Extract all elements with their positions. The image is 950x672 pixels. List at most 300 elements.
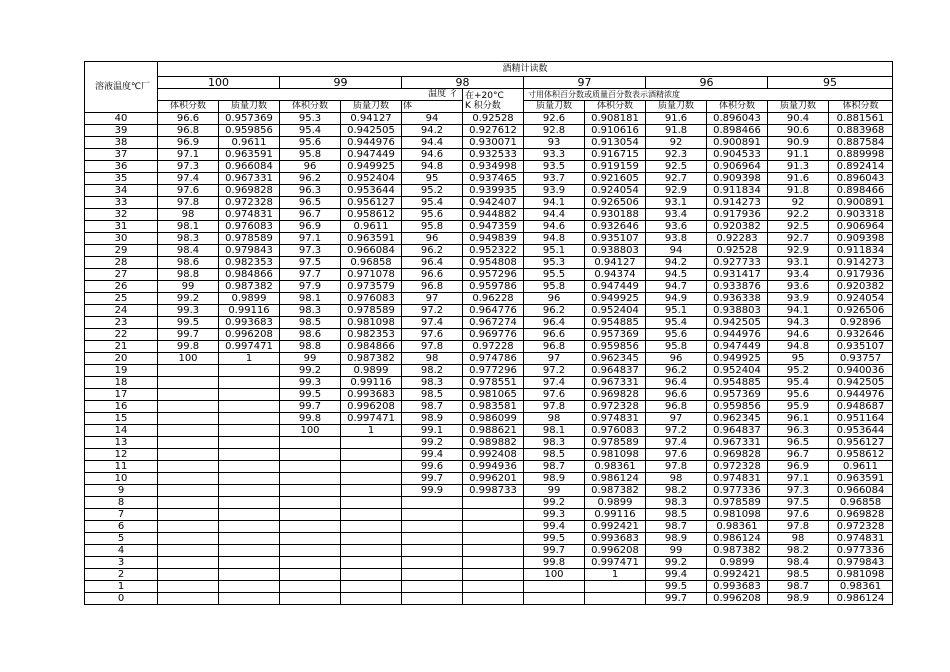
mass-fraction-cell <box>219 557 280 569</box>
volume-fraction-cell: 97.2 <box>402 305 463 317</box>
volume-fraction-cell: 99.9 <box>402 485 463 497</box>
volume-fraction-cell: 99.2 <box>280 365 341 377</box>
volume-fraction-cell: 99.5 <box>524 533 585 545</box>
volume-fraction-cell: 99.4 <box>524 521 585 533</box>
mass-fraction-cell: 0.887584 <box>829 137 893 149</box>
mass-fraction-cell: 0.934998 <box>463 161 524 173</box>
volume-fraction-cell <box>402 569 463 581</box>
volume-fraction-cell: 97.6 <box>646 449 707 461</box>
mass-fraction-cell <box>341 593 402 605</box>
volume-fraction-cell: 95.3 <box>280 113 341 125</box>
temperature-cell: 34 <box>85 185 158 197</box>
mass-fraction-cell <box>219 377 280 389</box>
volume-fraction-cell: 99.8 <box>524 557 585 569</box>
volume-fraction-cell: 96.7 <box>280 209 341 221</box>
mass-fraction-cell: 0.992421 <box>585 521 646 533</box>
volume-fraction-cell: 94.2 <box>402 125 463 137</box>
mass-fraction-cell <box>219 473 280 485</box>
temperature-cell: 27 <box>85 269 158 281</box>
mass-fraction-cell: 0.938803 <box>585 245 646 257</box>
mass-fraction-cell: 0.954808 <box>463 257 524 269</box>
mass-fraction-cell: 0.92528 <box>707 245 768 257</box>
mass-fraction-cell: 0.959786 <box>463 281 524 293</box>
volume-fraction-cell: 98.3 <box>280 305 341 317</box>
mass-fraction-cell: 0.967274 <box>463 317 524 329</box>
mass-fraction-cell: 0.92896 <box>829 317 893 329</box>
mass-fraction-cell: 0.942505 <box>341 125 402 137</box>
volume-fraction-cell <box>158 533 219 545</box>
temperature-corner-label: 溶液温度℃厂 <box>85 62 158 113</box>
mass-fraction-cell: 0.898466 <box>829 185 893 197</box>
volume-fraction-cell: 96.1 <box>768 413 829 425</box>
temperature-condition <box>463 89 524 113</box>
volume-fraction-cell: 96.8 <box>646 401 707 413</box>
mass-fraction-cell <box>219 449 280 461</box>
col-mass-98: 质量刀数 <box>524 101 585 113</box>
temperature-cell: 1 <box>85 581 158 593</box>
volume-fraction-cell: 91.1 <box>768 149 829 161</box>
volume-fraction-cell: 97.8 <box>402 341 463 353</box>
volume-fraction-cell: 97.1 <box>768 473 829 485</box>
table-row <box>85 257 893 269</box>
mass-fraction-cell: 0.977296 <box>463 365 524 377</box>
mass-fraction-cell: 0.972328 <box>707 461 768 473</box>
table-row <box>85 365 893 377</box>
volume-fraction-cell: 99.6 <box>402 461 463 473</box>
mass-fraction-cell: 0.949925 <box>585 293 646 305</box>
volume-fraction-cell <box>158 593 219 605</box>
mass-fraction-cell: 0.906964 <box>829 221 893 233</box>
volume-fraction-cell <box>158 449 219 461</box>
volume-fraction-cell <box>280 449 341 461</box>
mass-fraction-cell: 1 <box>219 353 280 365</box>
mass-fraction-cell: 0.954885 <box>585 317 646 329</box>
volume-fraction-cell <box>280 581 341 593</box>
temperature-cell: 2 <box>85 569 158 581</box>
volume-fraction-cell: 98 <box>524 413 585 425</box>
mass-fraction-cell: 0.951164 <box>829 413 893 425</box>
volume-fraction-cell <box>158 557 219 569</box>
volume-fraction-cell <box>402 557 463 569</box>
mass-fraction-cell <box>463 497 524 509</box>
mass-fraction-cell: 0.937465 <box>463 173 524 185</box>
volume-fraction-cell: 96 <box>524 293 585 305</box>
mass-fraction-cell: 0.993683 <box>585 533 646 545</box>
temperature-cell: 22 <box>85 329 158 341</box>
volume-fraction-cell: 99.4 <box>402 449 463 461</box>
volume-fraction-cell: 98.2 <box>402 365 463 377</box>
volume-fraction-cell: 99.1 <box>402 425 463 437</box>
volume-fraction-cell: 95.4 <box>402 197 463 209</box>
volume-fraction-cell <box>280 509 341 521</box>
mass-fraction-cell: 0.904533 <box>707 149 768 161</box>
volume-fraction-cell: 95.8 <box>280 149 341 161</box>
mass-fraction-cell: 0.942505 <box>829 377 893 389</box>
mass-fraction-cell: 0.956127 <box>829 437 893 449</box>
mass-fraction-cell <box>219 569 280 581</box>
table-row <box>85 437 893 449</box>
mass-fraction-cell <box>219 581 280 593</box>
temperature-cell: 5 <box>85 533 158 545</box>
mass-fraction-cell: 0.957369 <box>219 113 280 125</box>
table-row <box>85 161 893 173</box>
mass-fraction-cell: 0.966084 <box>829 485 893 497</box>
table-row <box>85 317 893 329</box>
mass-fraction-cell: 0.903318 <box>829 209 893 221</box>
table-row <box>85 569 893 581</box>
temperature-cell: 17 <box>85 389 158 401</box>
volume-fraction-cell: 96.9 <box>280 221 341 233</box>
volume-fraction-cell <box>158 389 219 401</box>
volume-fraction-cell: 99.4 <box>646 569 707 581</box>
mass-fraction-cell: 0.98361 <box>707 521 768 533</box>
mass-fraction-cell: 0.962345 <box>707 413 768 425</box>
volume-fraction-cell: 100 <box>524 569 585 581</box>
reading-99: 99 <box>280 77 402 89</box>
mass-fraction-cell <box>219 401 280 413</box>
volume-fraction-cell: 93.5 <box>524 161 585 173</box>
volume-fraction-cell: 99.7 <box>402 473 463 485</box>
mass-fraction-cell: 0.913054 <box>585 137 646 149</box>
mass-fraction-cell <box>219 497 280 509</box>
volume-fraction-cell <box>158 473 219 485</box>
volume-fraction-cell: 95.2 <box>402 185 463 197</box>
volume-fraction-cell: 94.7 <box>646 281 707 293</box>
volume-fraction-cell: 94.6 <box>768 329 829 341</box>
volume-fraction-cell: 98.1 <box>280 293 341 305</box>
mass-fraction-cell: 0.972328 <box>829 521 893 533</box>
volume-fraction-cell: 92.8 <box>524 125 585 137</box>
mass-fraction-cell: 1 <box>341 425 402 437</box>
mass-fraction-cell: 0.949839 <box>463 233 524 245</box>
volume-fraction-cell: 98.9 <box>402 413 463 425</box>
mass-fraction-cell: 0.9899 <box>585 497 646 509</box>
volume-fraction-cell: 90.6 <box>768 125 829 137</box>
mass-fraction-cell: 0.939935 <box>463 185 524 197</box>
reading-98: 98 <box>402 77 524 89</box>
volume-fraction-cell: 98.7 <box>768 581 829 593</box>
volume-fraction-cell <box>402 521 463 533</box>
volume-fraction-cell: 97.8 <box>158 197 219 209</box>
volume-fraction-cell: 99.2 <box>524 497 585 509</box>
mass-fraction-cell: 0.996208 <box>707 593 768 605</box>
volume-fraction-cell: 100 <box>158 353 219 365</box>
volume-fraction-cell: 93.3 <box>524 149 585 161</box>
mass-fraction-cell: 0.994936 <box>463 461 524 473</box>
temperature-cell: 16 <box>85 401 158 413</box>
temperature-cell: 10 <box>85 473 158 485</box>
temperature-cell: 14 <box>85 425 158 437</box>
mass-fraction-cell: 0.964837 <box>707 425 768 437</box>
volume-fraction-cell: 100 <box>280 425 341 437</box>
volume-fraction-cell: 96.9 <box>158 137 219 149</box>
volume-fraction-cell: 94.6 <box>524 221 585 233</box>
temperature-cell: 3 <box>85 557 158 569</box>
volume-fraction-cell: 96.5 <box>280 197 341 209</box>
volume-fraction-cell: 98.5 <box>280 317 341 329</box>
col-mass-97: 质量刀数 <box>646 101 707 113</box>
volume-fraction-cell: 97.5 <box>768 497 829 509</box>
table-row <box>85 353 893 365</box>
mass-fraction-cell <box>219 545 280 557</box>
mass-fraction-cell: 0.917936 <box>707 209 768 221</box>
table-row <box>85 509 893 521</box>
temperature-cell: 26 <box>85 281 158 293</box>
table-row <box>85 593 893 605</box>
volume-fraction-cell: 99.5 <box>280 389 341 401</box>
mass-fraction-cell: 1 <box>585 569 646 581</box>
table-row <box>85 185 893 197</box>
volume-fraction-cell: 94.4 <box>402 137 463 149</box>
mass-fraction-cell: 0.936338 <box>707 293 768 305</box>
mass-fraction-cell: 0.942407 <box>463 197 524 209</box>
volume-fraction-cell: 96.2 <box>402 245 463 257</box>
mass-fraction-cell: 0.9611 <box>829 461 893 473</box>
table-row <box>85 413 893 425</box>
volume-fraction-cell: 98.5 <box>768 569 829 581</box>
volume-fraction-cell: 96.7 <box>768 449 829 461</box>
table-row <box>85 377 893 389</box>
table-row <box>85 149 893 161</box>
volume-fraction-cell: 97.1 <box>280 233 341 245</box>
mass-fraction-cell: 0.959856 <box>707 401 768 413</box>
temperature-cell: 4 <box>85 545 158 557</box>
volume-fraction-cell <box>402 497 463 509</box>
temperature-cell: 33 <box>85 197 158 209</box>
mass-fraction-cell: 0.953644 <box>829 425 893 437</box>
volume-fraction-cell: 96 <box>402 233 463 245</box>
volume-fraction-cell: 95.1 <box>524 245 585 257</box>
mass-fraction-cell: 0.896043 <box>829 173 893 185</box>
mass-fraction-cell: 0.949925 <box>341 161 402 173</box>
mass-fraction-cell <box>341 521 402 533</box>
mass-fraction-cell: 0.982353 <box>341 329 402 341</box>
mass-fraction-cell: 0.909398 <box>829 233 893 245</box>
mass-fraction-cell: 0.944882 <box>463 209 524 221</box>
reading-96: 96 <box>646 77 768 89</box>
volume-fraction-cell: 99 <box>158 281 219 293</box>
volume-fraction-cell <box>158 521 219 533</box>
volume-fraction-cell: 98.3 <box>646 497 707 509</box>
volume-fraction-cell: 98.4 <box>158 245 219 257</box>
mass-fraction-cell: 0.969828 <box>219 185 280 197</box>
volume-fraction-cell: 92.7 <box>646 173 707 185</box>
volume-fraction-cell: 97.3 <box>768 485 829 497</box>
volume-fraction-cell: 99 <box>280 353 341 365</box>
volume-fraction-cell: 97.7 <box>280 269 341 281</box>
mass-fraction-cell: 0.972328 <box>219 197 280 209</box>
volume-fraction-cell: 96.5 <box>768 437 829 449</box>
volume-fraction-cell: 98.8 <box>158 269 219 281</box>
mass-fraction-cell: 0.963591 <box>341 233 402 245</box>
mass-fraction-cell: 0.900891 <box>829 197 893 209</box>
col-volume-95: 体积分数 <box>829 101 893 113</box>
mass-fraction-cell <box>341 461 402 473</box>
mass-fraction-cell: 0.931417 <box>707 269 768 281</box>
mass-fraction-cell: 0.974831 <box>219 209 280 221</box>
mass-fraction-cell: 0.921605 <box>585 173 646 185</box>
volume-fraction-cell: 96.8 <box>402 281 463 293</box>
volume-fraction-cell: 92.9 <box>646 185 707 197</box>
table-row <box>85 461 893 473</box>
volume-fraction-cell: 95 <box>402 173 463 185</box>
volume-fraction-cell: 92.9 <box>768 245 829 257</box>
volume-fraction-cell <box>158 413 219 425</box>
mass-fraction-cell: 0.986124 <box>707 533 768 545</box>
table-row <box>85 221 893 233</box>
mass-fraction-cell: 0.910616 <box>585 125 646 137</box>
mass-fraction-cell: 0.981098 <box>707 509 768 521</box>
table-row <box>85 581 893 593</box>
temperature-label: 温度 彳 <box>158 89 463 101</box>
volume-fraction-cell: 95.6 <box>768 389 829 401</box>
mass-fraction-cell: 0.981098 <box>341 317 402 329</box>
table-row <box>85 197 893 209</box>
mass-fraction-cell <box>219 437 280 449</box>
mass-fraction-cell: 0.969828 <box>585 389 646 401</box>
temperature-cell: 25 <box>85 293 158 305</box>
volume-fraction-cell: 96.4 <box>402 257 463 269</box>
mass-fraction-cell: 0.944976 <box>707 329 768 341</box>
mass-fraction-cell: 0.986124 <box>829 593 893 605</box>
volume-fraction-cell: 96.2 <box>280 173 341 185</box>
volume-fraction-cell: 92.7 <box>768 233 829 245</box>
mass-fraction-cell <box>219 461 280 473</box>
volume-fraction-cell: 96.2 <box>646 365 707 377</box>
volume-fraction-cell: 99 <box>524 485 585 497</box>
volume-fraction-cell: 95.3 <box>524 257 585 269</box>
volume-fraction-cell: 97.6 <box>524 389 585 401</box>
mass-fraction-cell: 0.956127 <box>341 197 402 209</box>
mass-fraction-cell <box>219 521 280 533</box>
header-row-note <box>85 89 893 101</box>
mass-fraction-cell: 0.98361 <box>829 581 893 593</box>
volume-fraction-cell: 93.9 <box>768 293 829 305</box>
mass-fraction-cell <box>219 593 280 605</box>
volume-fraction-cell <box>158 497 219 509</box>
mass-fraction-cell: 0.926506 <box>585 197 646 209</box>
mass-fraction-cell: 0.976083 <box>341 293 402 305</box>
volume-fraction-cell: 97 <box>524 353 585 365</box>
volume-fraction-cell: 94.8 <box>402 161 463 173</box>
volume-fraction-cell: 97.6 <box>768 509 829 521</box>
mass-fraction-cell: 0.944976 <box>341 137 402 149</box>
volume-fraction-cell: 97.1 <box>158 149 219 161</box>
volume-fraction-cell: 99.7 <box>646 593 707 605</box>
volume-fraction-cell: 98.5 <box>524 449 585 461</box>
volume-fraction-cell: 98.7 <box>646 521 707 533</box>
mass-fraction-cell: 0.974831 <box>829 533 893 545</box>
volume-fraction-cell: 94.2 <box>646 257 707 269</box>
volume-fraction-cell: 99.3 <box>280 377 341 389</box>
col-volume-99: 体积分数 <box>280 101 341 113</box>
mass-fraction-cell: 0.987382 <box>219 281 280 293</box>
mass-fraction-cell <box>463 557 524 569</box>
volume-fraction-cell: 98.5 <box>402 389 463 401</box>
volume-fraction-cell: 99.7 <box>524 545 585 557</box>
mass-fraction-cell: 0.947449 <box>585 281 646 293</box>
mass-fraction-cell: 0.9899 <box>707 557 768 569</box>
mass-fraction-cell: 0.963591 <box>829 473 893 485</box>
mass-fraction-cell: 0.992408 <box>463 449 524 461</box>
temperature-cell: 35 <box>85 173 158 185</box>
mass-fraction-cell: 0.983581 <box>463 401 524 413</box>
volume-fraction-cell: 98.2 <box>646 485 707 497</box>
mass-fraction-cell: 0.942505 <box>707 317 768 329</box>
mass-fraction-cell: 0.99116 <box>341 377 402 389</box>
volume-fraction-cell: 93.9 <box>524 185 585 197</box>
volume-fraction-cell <box>280 569 341 581</box>
volume-fraction-cell: 99.5 <box>646 581 707 593</box>
mass-fraction-cell <box>341 437 402 449</box>
mass-fraction-cell: 0.9611 <box>341 221 402 233</box>
volume-fraction-cell: 93.4 <box>768 269 829 281</box>
header-row-title <box>85 62 893 77</box>
mass-fraction-cell: 0.957369 <box>707 389 768 401</box>
mass-fraction-cell: 0.96228 <box>463 293 524 305</box>
mass-fraction-cell: 0.944976 <box>829 389 893 401</box>
volume-fraction-cell: 96.6 <box>646 389 707 401</box>
temperature-value: 在+20°C <box>465 90 504 101</box>
volume-fraction-cell <box>524 593 585 605</box>
mass-fraction-cell: 0.992421 <box>707 569 768 581</box>
mass-fraction-cell: 0.924054 <box>585 185 646 197</box>
volume-fraction-cell: 92.5 <box>646 161 707 173</box>
mass-fraction-cell: 0.9899 <box>341 365 402 377</box>
table-row <box>85 293 893 305</box>
mass-fraction-cell: 0.919159 <box>585 161 646 173</box>
mass-fraction-cell: 0.993683 <box>707 581 768 593</box>
volume-fraction-cell: 97.8 <box>524 401 585 413</box>
volume-fraction-cell: 96.4 <box>646 377 707 389</box>
volume-fraction-cell: 97.8 <box>768 521 829 533</box>
mass-fraction-cell <box>341 533 402 545</box>
concentration-note: 寸用体积百分数或质量百分数表示酒精浓度 <box>524 89 893 101</box>
mass-fraction-cell: 0.97228 <box>463 341 524 353</box>
mass-fraction-cell: 0.957369 <box>585 329 646 341</box>
volume-fraction-cell: 98.9 <box>646 533 707 545</box>
mass-fraction-cell <box>341 545 402 557</box>
temperature-cell: 7 <box>85 509 158 521</box>
mass-fraction-cell: 0.9899 <box>219 293 280 305</box>
volume-fraction-cell: 93.7 <box>524 173 585 185</box>
volume-fraction-cell <box>280 461 341 473</box>
mass-fraction-cell: 0.920382 <box>707 221 768 233</box>
mass-fraction-cell: 0.952404 <box>707 365 768 377</box>
volume-fraction-cell: 95.1 <box>646 305 707 317</box>
mass-fraction-cell <box>463 545 524 557</box>
mass-fraction-cell <box>341 569 402 581</box>
temperature-cell: 11 <box>85 461 158 473</box>
volume-fraction-cell: 95.9 <box>768 401 829 413</box>
mass-fraction-cell <box>219 533 280 545</box>
mass-fraction-cell: 0.916715 <box>585 149 646 161</box>
volume-fraction-cell: 97.4 <box>646 437 707 449</box>
volume-fraction-cell: 98.7 <box>402 401 463 413</box>
mass-fraction-cell: 0.940036 <box>829 365 893 377</box>
volume-fraction-cell: 98.3 <box>402 377 463 389</box>
mass-fraction-cell <box>463 533 524 545</box>
volume-fraction-cell: 92.6 <box>524 113 585 125</box>
table-row <box>85 269 893 281</box>
table-row <box>85 533 893 545</box>
volume-fraction-cell <box>158 425 219 437</box>
mass-fraction-cell: 0.914273 <box>707 197 768 209</box>
mass-fraction-cell: 0.966084 <box>341 245 402 257</box>
mass-fraction-cell <box>219 413 280 425</box>
header-row-readings <box>85 77 893 89</box>
mass-fraction-cell: 0.974831 <box>585 413 646 425</box>
